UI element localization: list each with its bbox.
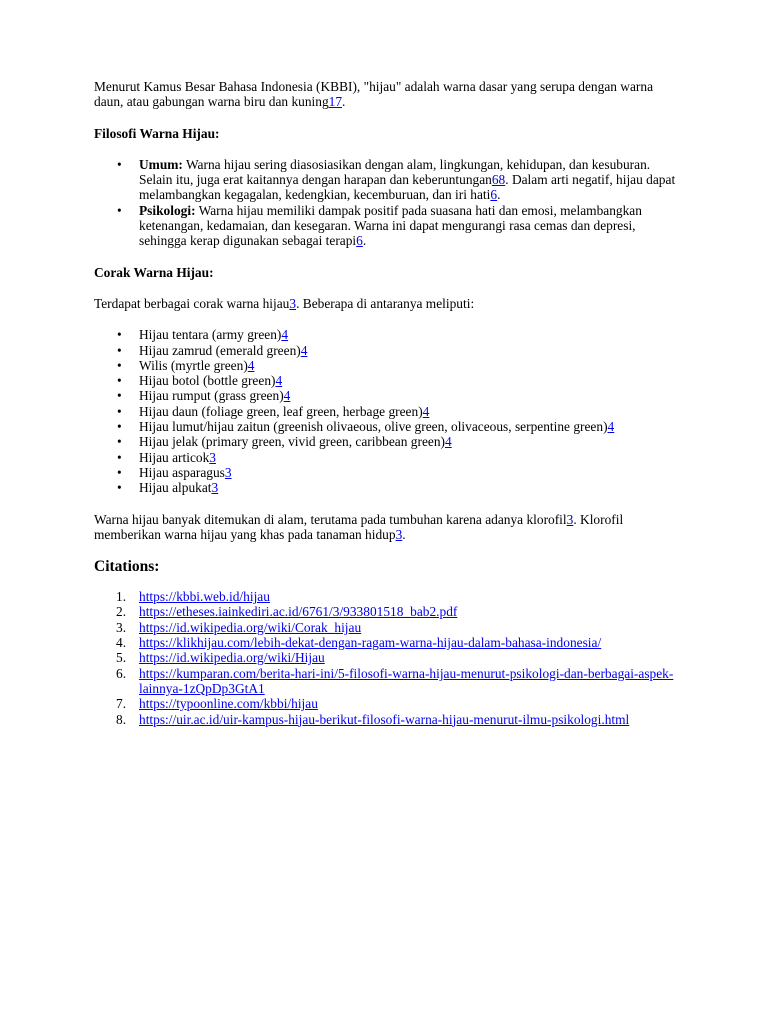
corak-intro-text: Terdapat berbagai corak warna hijau [94,295,290,311]
list-item-ref-link[interactable]: 3 [224,464,232,480]
intro-text: Menurut Kamus Besar Bahasa Indonesia (KBBI), "hijau" adalah warna dasar yang serupa dengan warna daun, atau gabungan warna biru dan kuning [94,79,654,110]
list-item [139,373,684,388]
filosofi-tail: . [497,187,501,203]
filosofi-ref-link[interactable]: 6 [356,233,363,249]
list-item-text: Hijau tentara (army green) [139,327,282,343]
closing-paragraph [94,512,684,543]
list-item-ref-link[interactable]: 4 [607,419,615,435]
citation-link[interactable]: https://id.wikipedia.org/wiki/Corak_hijau [139,619,362,635]
filosofi-heading: Filosofi Warna Hijau: [94,125,220,141]
closing-ref-link[interactable]: 3 [566,511,574,527]
list-item [139,327,684,342]
closing-text: . Klorofil memberikan warna hijau yang khas pada tanaman hidup [94,511,624,542]
citation-number: 8. [116,711,127,727]
citation-link[interactable]: https://klikhijau.com/lebih-dekat-dengan-ragam-warna-hijau-dalam-bahasa-indonesia/ [139,635,602,651]
intro-ref-link[interactable]: 17 [328,94,343,110]
list-item-text: Hijau lumut/hijau zaitun (greenish olivaeous, olive green, olivaceous, serpentine green) [139,419,608,435]
filosofi-item-umum [139,157,684,203]
list-item-ref-link[interactable]: 3 [211,480,219,496]
citation-item [116,711,684,727]
citation-link[interactable]: https://kumparan.com/berita-hari-ini/5-filosofi-warna-hijau-menurut-psikologi-dan-berbagai-aspek-lainnya-1zQpDp3GtA1 [139,665,674,696]
list-item-ref-link[interactable]: 3 [209,449,216,465]
filosofi-text: . Dalam arti negatif, hijau dapat melambangkan kegagalan, kedengkian, kecemburuan, dan iri hati [139,172,676,203]
filosofi-term: Umum: [139,156,183,172]
citation-number: 7. [116,696,127,712]
citation-number: 4. [116,635,127,651]
list-item [139,419,684,434]
document-page [94,79,684,727]
citation-link[interactable]: https://kbbi.web.id/hijau [139,589,270,605]
list-item-text: Hijau zamrud (emerald green) [139,342,301,358]
list-item-text: Hijau jelak (primary green, vivid green, caribbean green) [139,434,445,450]
filosofi-text: Warna hijau memiliki dampak positif pada suasana hati dan emosi, melambangkan ketenangan, kedamaian, dan kesegaran. Warna ini dapat mengurangi rasa cemas dan depresi, sehingga kerap digunakan sebagai terapi [139,202,642,249]
list-item-ref-link[interactable]: 4 [444,434,452,450]
citation-item [116,635,684,651]
list-item-text: Hijau articok [139,449,210,465]
list-item-text: Wilis (myrtle green) [139,357,248,373]
filosofi-text: Warna hijau sering diasosiasikan dengan alam, lingkungan, kehidupan, dan kesuburan. Selain itu, juga erat kaitannya dengan harapan dan keberuntungan [139,156,651,188]
citation-item [116,665,684,697]
citation-link[interactable]: https://etheses.iainkediri.ac.id/6761/3/933801518_bab2.pdf [139,604,458,620]
filosofi-term: Psikologi: [139,202,196,218]
citations-list [94,589,684,727]
intro-tail: . [342,94,346,110]
citation-item [116,619,684,635]
list-item-text: Hijau rumput (grass green) [139,388,284,404]
list-item [139,434,684,449]
citations-heading: Citations: [94,558,160,576]
corak-heading: Corak Warna Hijau: [94,264,214,280]
filosofi-ref-link[interactable]: 6 [490,187,498,203]
filosofi-tail: . [362,233,367,249]
citation-number: 3. [116,619,127,635]
list-item-ref-link[interactable]: 4 [281,327,289,343]
list-item-ref-link[interactable]: 4 [275,373,283,389]
corak-intro [94,296,684,311]
list-item [139,450,684,465]
list-item-ref-link[interactable]: 4 [247,357,255,373]
citation-number: 6. [116,665,127,681]
citation-item [116,589,684,605]
list-item-text: Hijau alpukat [139,480,212,496]
corak-intro-tail: . Beberapa di antaranya meliputi: [296,295,475,311]
citation-number: 2. [116,604,127,620]
closing-tail: . [402,526,406,542]
citation-item [116,604,684,620]
corak-intro-ref-link[interactable]: 3 [289,295,297,311]
closing-text: Warna hijau banyak ditemukan di alam, terutama pada tumbuhan karena adanya klorofil [94,511,567,527]
list-item [139,343,684,358]
list-item [139,465,684,480]
filosofi-ref-link[interactable]: 68 [491,172,506,188]
list-item [139,480,684,495]
list-item-text: Hijau asparagus [139,464,225,480]
filosofi-list [94,157,684,249]
filosofi-item-psikologi [139,203,684,249]
intro-paragraph [94,79,684,110]
citation-item [116,696,684,712]
list-item-ref-link[interactable]: 4 [422,403,430,419]
citation-link[interactable]: https://typoonline.com/kbbi/hijau [139,696,318,712]
citation-number: 5. [116,650,127,666]
list-item-ref-link[interactable]: 4 [300,342,308,358]
citation-item [116,650,684,666]
closing-ref-link[interactable]: 3 [395,526,403,542]
list-item [139,388,684,403]
list-item-ref-link[interactable]: 4 [283,388,291,404]
list-item-text: Hijau botol (bottle green) [139,373,276,389]
list-item [139,358,684,373]
citation-number: 1. [116,589,127,605]
citation-link[interactable]: https://id.wikipedia.org/wiki/Hijau [139,650,325,666]
citation-link[interactable]: https://uir.ac.id/uir-kampus-hijau-berikut-filosofi-warna-hijau-menurut-ilmu-psikologi.html [139,711,630,727]
list-item [139,404,684,419]
corak-list [94,327,684,495]
list-item-text: Hijau daun (foliage green, leaf green, herbage green) [139,403,423,419]
